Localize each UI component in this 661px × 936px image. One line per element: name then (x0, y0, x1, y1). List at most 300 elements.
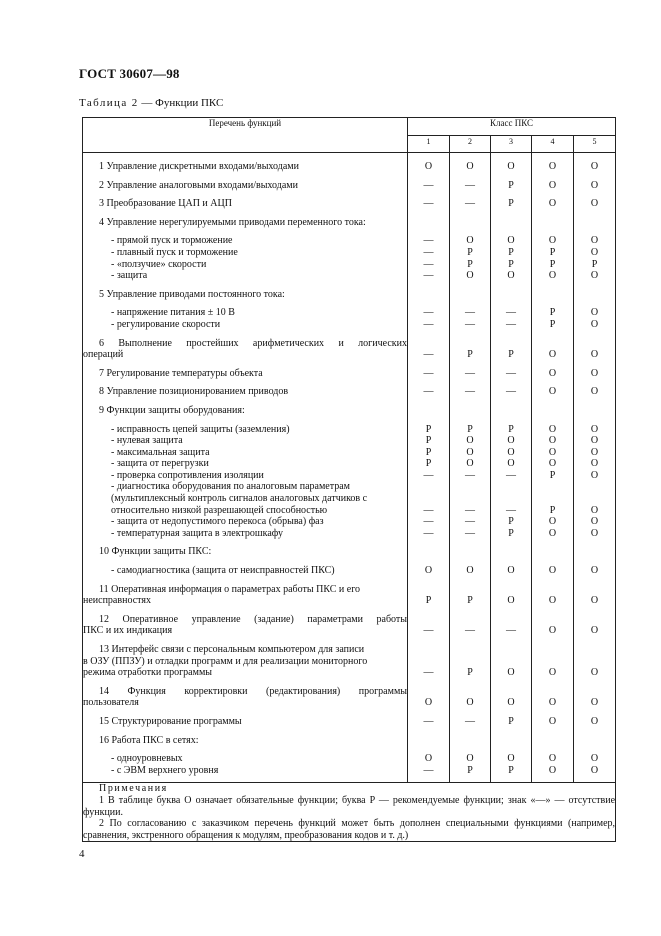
class-mark: O (548, 423, 557, 435)
function-name (83, 191, 408, 210)
class-column-header: Класс ПКС (408, 118, 616, 136)
class-2-cell (450, 282, 491, 301)
notes-block (83, 783, 616, 842)
class-mark: O (590, 198, 599, 210)
class-mark: O (590, 504, 599, 516)
class-1-cell (408, 191, 450, 210)
class-mark: — (465, 307, 475, 319)
class-3-cell (491, 577, 532, 607)
class-mark: O (590, 235, 599, 247)
table-body (83, 153, 616, 783)
table-row (83, 607, 616, 637)
function-text-line: пользователя (83, 697, 139, 709)
class-mark: O (590, 386, 599, 398)
class-1-cell (408, 210, 450, 229)
function-text-line: 11 Оперативная информация о параметрах работы ПКС и его (99, 583, 361, 595)
class-2-cell (450, 539, 491, 558)
class-2-cell (450, 191, 491, 210)
class-mark: O (590, 423, 599, 435)
class-4-cell (532, 282, 574, 301)
class-5-cell (574, 300, 616, 330)
class-3-cell (491, 361, 532, 380)
class-mark: O (507, 667, 515, 679)
function-text-line: 10 Функции защиты ПКС: (99, 546, 212, 558)
function-text-line: 3 Преобразование ЦАП и АЦП (99, 198, 232, 210)
class-mark (450, 493, 490, 505)
class-1-cell (408, 637, 450, 679)
class-mark: P (549, 318, 556, 330)
class-4-cell (532, 709, 574, 728)
function-text-line: - проверка сопротивления изоляции (111, 469, 264, 481)
class-mark: O (424, 753, 433, 765)
class-mark (491, 481, 531, 493)
class-4-cell (532, 361, 574, 380)
class-4-cell (532, 558, 574, 577)
class-mark: P (425, 446, 432, 458)
class-1-cell (408, 607, 450, 637)
class-mark: — (465, 504, 475, 516)
class-3-cell (491, 300, 532, 330)
class-5-cell (574, 709, 616, 728)
table-row (83, 558, 616, 577)
class-mark: — (423, 715, 434, 727)
class-3-cell (491, 637, 532, 679)
class-2-cell (450, 607, 491, 637)
class-mark: P (467, 258, 473, 270)
class-mark: O (590, 435, 599, 447)
class-mark: — (423, 318, 434, 330)
class-mark: O (507, 458, 515, 470)
function-text-line: - защита (111, 270, 148, 282)
function-text-line: режима отработки программы (83, 667, 212, 679)
class-4-cell (532, 300, 574, 330)
class-mark: P (467, 246, 473, 258)
class-mark: O (548, 715, 557, 727)
class-mark: O (548, 435, 557, 447)
function-text-line: ПКС и их индикация (83, 625, 173, 637)
function-sub-items (83, 417, 408, 540)
class-mark: O (548, 458, 557, 470)
class-number-header: 4 (532, 136, 574, 153)
note-item: 1 В таблице буква O означает обязательные функции; буква P — рекомендуемые функции; знак «—» — отсутствие функции. (83, 794, 616, 818)
class-mark: O (548, 667, 557, 679)
class-5-cell (574, 398, 616, 417)
class-mark: P (508, 516, 514, 528)
class-mark: O (507, 595, 515, 607)
function-text-line: 4 Управление нерегулируемыми приводами переменного тока: (99, 216, 366, 228)
class-mark: O (590, 625, 599, 637)
class-mark: O (424, 697, 433, 709)
class-mark: O (590, 697, 599, 709)
class-mark: O (548, 764, 557, 776)
table-row (83, 637, 616, 679)
table-row (83, 709, 616, 728)
class-mark: O (590, 595, 599, 607)
function-text-line: - с ЭВМ верхнего уровня (111, 764, 219, 776)
function-text-line: 6 Выполнение простейших арифметических и логических (99, 337, 407, 349)
class-mark: O (590, 318, 599, 330)
class-1-cell (408, 300, 450, 330)
table-row (83, 191, 616, 210)
class-mark (574, 481, 615, 493)
class-mark: — (423, 516, 434, 528)
function-text-line: - температурная защита в электрошкафу (111, 527, 283, 539)
table-row (83, 153, 616, 173)
class-3-cell (491, 153, 532, 173)
class-1-cell (408, 398, 450, 417)
class-2-cell (450, 728, 491, 747)
document-code: ГОСТ 30607—98 (79, 66, 180, 81)
class-mark: P (467, 764, 473, 776)
function-text-line: - нулевая защита (111, 435, 183, 447)
table-row (83, 331, 616, 361)
class-5-cell (574, 679, 616, 709)
table-caption-title: — Функции ПКС (138, 97, 224, 109)
class-mark: O (590, 179, 599, 191)
class-mark: O (548, 349, 557, 361)
class-4-cell (532, 746, 574, 776)
class-mark: — (423, 179, 434, 191)
class-mark: — (465, 516, 475, 528)
class-mark: — (506, 625, 516, 637)
function-name (83, 398, 408, 417)
function-text-line: - прямой пуск и торможение (111, 235, 233, 247)
function-text-line: неисправностях (83, 595, 151, 607)
class-mark: O (590, 367, 599, 379)
function-text-line: 16 Работа ПКС в сетях: (99, 734, 199, 746)
function-text-line: 5 Управление приводами постоянного тока: (99, 288, 285, 300)
function-text-line: - напряжение питания ± 10 В (111, 307, 235, 319)
function-text-line: 13 Интерфейс связи с персональным компьютером для записи (99, 644, 365, 655)
class-1-cell (408, 539, 450, 558)
class-mark: O (548, 527, 557, 539)
class-3-cell (491, 282, 532, 301)
class-mark: O (590, 270, 599, 282)
function-text-line: - защита от недопустимого перекоса (обрыва) фаз (111, 516, 324, 528)
class-mark: — (465, 318, 475, 330)
class-number-header: 2 (450, 136, 491, 153)
function-name (83, 539, 408, 558)
class-5-cell (574, 558, 616, 577)
class-3-cell (491, 379, 532, 398)
functions-column-header: Перечень функций (83, 118, 408, 153)
class-mark: P (467, 667, 473, 679)
class-1-cell (408, 709, 450, 728)
class-mark: O (590, 246, 599, 258)
class-mark: O (466, 446, 474, 458)
class-mark: O (548, 179, 557, 191)
class-4-cell (532, 153, 574, 173)
class-3-cell (491, 331, 532, 361)
notes-title: Примечания (99, 783, 168, 795)
class-mark: O (590, 307, 599, 319)
function-name (83, 331, 408, 361)
function-text-line: операций (83, 349, 124, 361)
class-mark: O (590, 753, 599, 765)
class-mark: — (423, 307, 434, 319)
class-mark: — (423, 386, 434, 398)
class-4-cell (532, 417, 574, 540)
class-mark (408, 493, 449, 505)
class-1-cell (408, 282, 450, 301)
table-row (83, 173, 616, 192)
class-3-cell (491, 746, 532, 776)
class-mark: P (508, 179, 514, 191)
class-mark: P (508, 198, 514, 210)
class-mark: P (508, 715, 514, 727)
class-mark: P (425, 458, 432, 470)
class-mark: O (590, 446, 599, 458)
class-mark: O (507, 235, 515, 247)
class-mark: — (423, 469, 434, 481)
class-3-cell (491, 398, 532, 417)
class-mark: — (465, 198, 475, 210)
function-text-line: - регулирование скорости (111, 318, 221, 330)
class-2-cell (450, 577, 491, 607)
function-text-line: (мультиплексный контроль сигналов аналоговых датчиков с (111, 493, 368, 505)
class-4-cell (532, 577, 574, 607)
class-mark: — (423, 667, 434, 679)
class-mark: O (548, 386, 557, 398)
class-mark: P (591, 258, 598, 270)
function-name (83, 379, 408, 398)
function-text-line: - плавный пуск и торможение (111, 246, 238, 258)
class-mark: O (590, 667, 599, 679)
class-mark: O (548, 198, 557, 210)
class-mark: O (466, 697, 474, 709)
class-2-cell (450, 210, 491, 229)
class-mark: — (506, 318, 516, 330)
class-mark: O (424, 161, 433, 172)
function-text-line: 12 Оперативное управление (задание) параметрами работы (99, 613, 407, 625)
class-mark: — (423, 258, 434, 270)
class-mark: O (548, 516, 557, 528)
class-mark: P (508, 423, 514, 435)
class-2-cell (450, 398, 491, 417)
class-mark: O (466, 235, 474, 247)
table-row (83, 282, 616, 301)
class-mark: O (466, 458, 474, 470)
table-row (83, 679, 616, 709)
class-mark: O (424, 565, 433, 577)
function-text-line: - защита от перегрузки (111, 458, 209, 470)
class-mark (408, 481, 449, 493)
class-mark: O (507, 753, 515, 765)
class-5-cell (574, 173, 616, 192)
class-mark: O (507, 161, 515, 172)
class-1-cell (408, 173, 450, 192)
class-4-cell (532, 173, 574, 192)
class-2-cell (450, 709, 491, 728)
class-4-cell (532, 679, 574, 709)
class-5-cell (574, 539, 616, 558)
class-mark: — (506, 307, 516, 319)
table-row (83, 398, 616, 417)
class-mark: O (466, 161, 474, 172)
class-1-cell (408, 746, 450, 776)
class-1-cell (408, 679, 450, 709)
class-mark: O (590, 469, 599, 481)
class-4-cell (532, 728, 574, 747)
function-sub-items (83, 300, 408, 330)
class-mark: O (590, 565, 599, 577)
class-3-cell (491, 728, 532, 747)
class-mark: O (507, 435, 515, 447)
class-mark: O (507, 697, 515, 709)
class-mark: P (425, 435, 432, 447)
class-mark: — (506, 367, 516, 379)
class-number-header: 3 (491, 136, 532, 153)
class-mark: — (465, 527, 475, 539)
function-name (83, 637, 408, 679)
table-row (83, 210, 616, 229)
class-mark: P (467, 423, 473, 435)
class-mark (450, 481, 490, 493)
class-mark: P (508, 527, 514, 539)
class-1-cell (408, 417, 450, 540)
function-text-line: 15 Структурирование программы (99, 715, 242, 727)
class-mark: O (548, 270, 557, 282)
class-5-cell (574, 379, 616, 398)
class-3-cell (491, 679, 532, 709)
function-text-line: 7 Регулирование температуры объекта (99, 367, 263, 379)
functions-table (82, 117, 616, 842)
class-1-cell (408, 228, 450, 281)
class-mark: — (423, 246, 434, 258)
class-1-cell (408, 153, 450, 173)
class-mark: P (508, 349, 514, 361)
table-row (83, 228, 616, 281)
class-mark: — (423, 198, 434, 210)
class-mark: — (465, 469, 475, 481)
class-4-cell (532, 331, 574, 361)
function-name (83, 728, 408, 747)
class-3-cell (491, 539, 532, 558)
table-row (83, 379, 616, 398)
class-1-cell (408, 558, 450, 577)
class-5-cell (574, 361, 616, 380)
class-mark (574, 493, 615, 505)
class-1-cell (408, 361, 450, 380)
class-mark: O (466, 270, 474, 282)
class-mark (532, 481, 573, 493)
class-mark: — (423, 527, 434, 539)
class-3-cell (491, 558, 532, 577)
class-3-cell (491, 607, 532, 637)
class-mark: O (548, 235, 557, 247)
class-mark: O (590, 349, 599, 361)
class-2-cell (450, 228, 491, 281)
class-mark: — (423, 625, 434, 637)
class-mark: — (506, 469, 516, 481)
class-mark (532, 493, 573, 505)
class-mark: — (423, 235, 434, 247)
class-1-cell (408, 728, 450, 747)
class-3-cell (491, 417, 532, 540)
function-sub-items (83, 228, 408, 281)
function-name (83, 210, 408, 229)
class-mark: — (506, 386, 516, 398)
class-mark: — (465, 179, 475, 191)
class-3-cell (491, 210, 532, 229)
class-mark: — (506, 504, 516, 516)
class-mark: — (465, 386, 475, 398)
class-mark: O (590, 161, 599, 172)
function-text-line: - «ползучие» скорости (111, 258, 207, 270)
class-3-cell (491, 173, 532, 192)
function-text-line: 9 Функции защиты оборудования: (99, 404, 245, 416)
class-mark: P (467, 349, 473, 361)
function-text-line: в ОЗУ (ППЗУ) и отладки программ и для реализации мониторного (83, 655, 368, 667)
function-name (83, 709, 408, 728)
class-5-cell (574, 728, 616, 747)
function-name (83, 282, 408, 301)
class-2-cell (450, 679, 491, 709)
class-4-cell (532, 398, 574, 417)
class-5-cell (574, 607, 616, 637)
class-mark: P (425, 423, 432, 435)
class-mark: — (423, 504, 434, 516)
table-row (83, 300, 616, 330)
class-mark: O (590, 516, 599, 528)
class-2-cell (450, 153, 491, 173)
class-2-cell (450, 361, 491, 380)
class-mark: O (548, 625, 557, 637)
table-row (83, 746, 616, 776)
class-mark: O (548, 697, 557, 709)
class-mark: O (466, 753, 474, 765)
class-mark: — (465, 715, 475, 727)
class-mark: P (508, 258, 514, 270)
table-caption (79, 97, 223, 109)
class-mark: O (548, 565, 557, 577)
function-text-line: - максимальная защита (111, 446, 210, 458)
class-mark: P (508, 246, 514, 258)
class-4-cell (532, 228, 574, 281)
class-mark: — (423, 764, 434, 776)
class-4-cell (532, 607, 574, 637)
class-2-cell (450, 637, 491, 679)
class-4-cell (532, 379, 574, 398)
class-4-cell (532, 539, 574, 558)
class-3-cell (491, 228, 532, 281)
class-mark: O (466, 565, 474, 577)
note-item: 2 По согласованию с заказчиком перечень функций может быть дополнен специальными функциями (например, сравнения, экстренного обращения к модулям, преобразования кодов и т. д.) (83, 818, 616, 841)
function-name (83, 173, 408, 192)
class-mark: — (423, 349, 434, 361)
function-text-line: - диагностика оборудования по аналоговым параметрам (111, 481, 350, 493)
class-1-cell (408, 577, 450, 607)
class-4-cell (532, 191, 574, 210)
class-mark: P (425, 595, 432, 607)
class-2-cell (450, 173, 491, 192)
table-row (83, 417, 616, 540)
function-name (83, 607, 408, 637)
class-3-cell (491, 191, 532, 210)
class-5-cell (574, 228, 616, 281)
table-row (83, 361, 616, 380)
class-mark: — (465, 625, 475, 637)
class-2-cell (450, 558, 491, 577)
class-4-cell (532, 637, 574, 679)
class-mark: O (548, 753, 557, 765)
class-2-cell (450, 331, 491, 361)
class-5-cell (574, 746, 616, 776)
class-5-cell (574, 282, 616, 301)
class-5-cell (574, 417, 616, 540)
class-mark: O (466, 435, 474, 447)
class-mark: — (423, 270, 434, 282)
